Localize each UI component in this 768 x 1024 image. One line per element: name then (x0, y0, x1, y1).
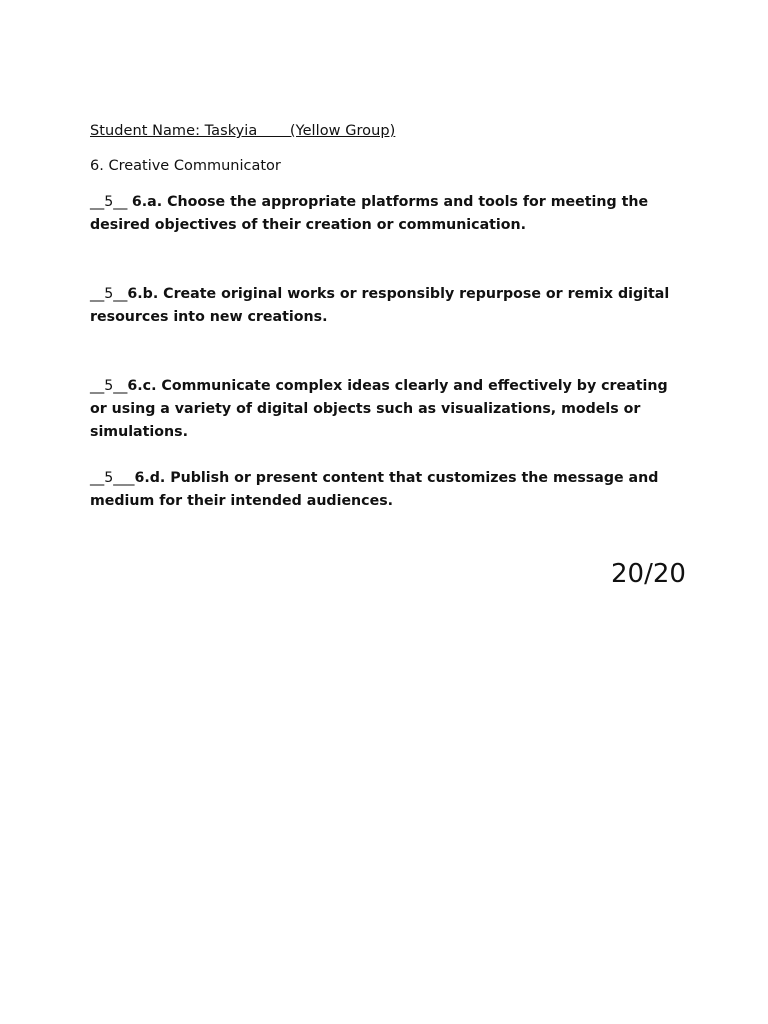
section-title: 6. Creative Communicator (90, 158, 281, 174)
criterion-score: __5__ (90, 194, 132, 210)
criterion-6d (90, 467, 680, 513)
criterion-text: 6.d. Publish or present content that customizes the message and medium for their intended audiences. (90, 470, 659, 509)
criterion-text: 6.c. Communicate complex ideas clearly and effectively by creating or using a variety of digital objects such as visualizations, models or simulations. (90, 378, 668, 440)
criterion-6a (90, 191, 680, 237)
criterion-score: __5__ (90, 286, 128, 302)
criterion-score: __5__ (90, 378, 128, 394)
criterion-text: 6.a. Choose the appropriate platforms and tools for meeting the desired objectives of their creation or communication. (90, 194, 649, 233)
criterion-text: 6.b. Create original works or responsibly repurpose or remix digital resources into new creations. (90, 286, 670, 325)
criterion-6c (90, 375, 680, 444)
criterion-score: __5___ (90, 470, 135, 486)
total-score: 20/20 (611, 559, 686, 589)
criterion-6b (90, 283, 680, 329)
student-name-line: Student Name: Taskyia (Yellow Group) (90, 123, 396, 139)
